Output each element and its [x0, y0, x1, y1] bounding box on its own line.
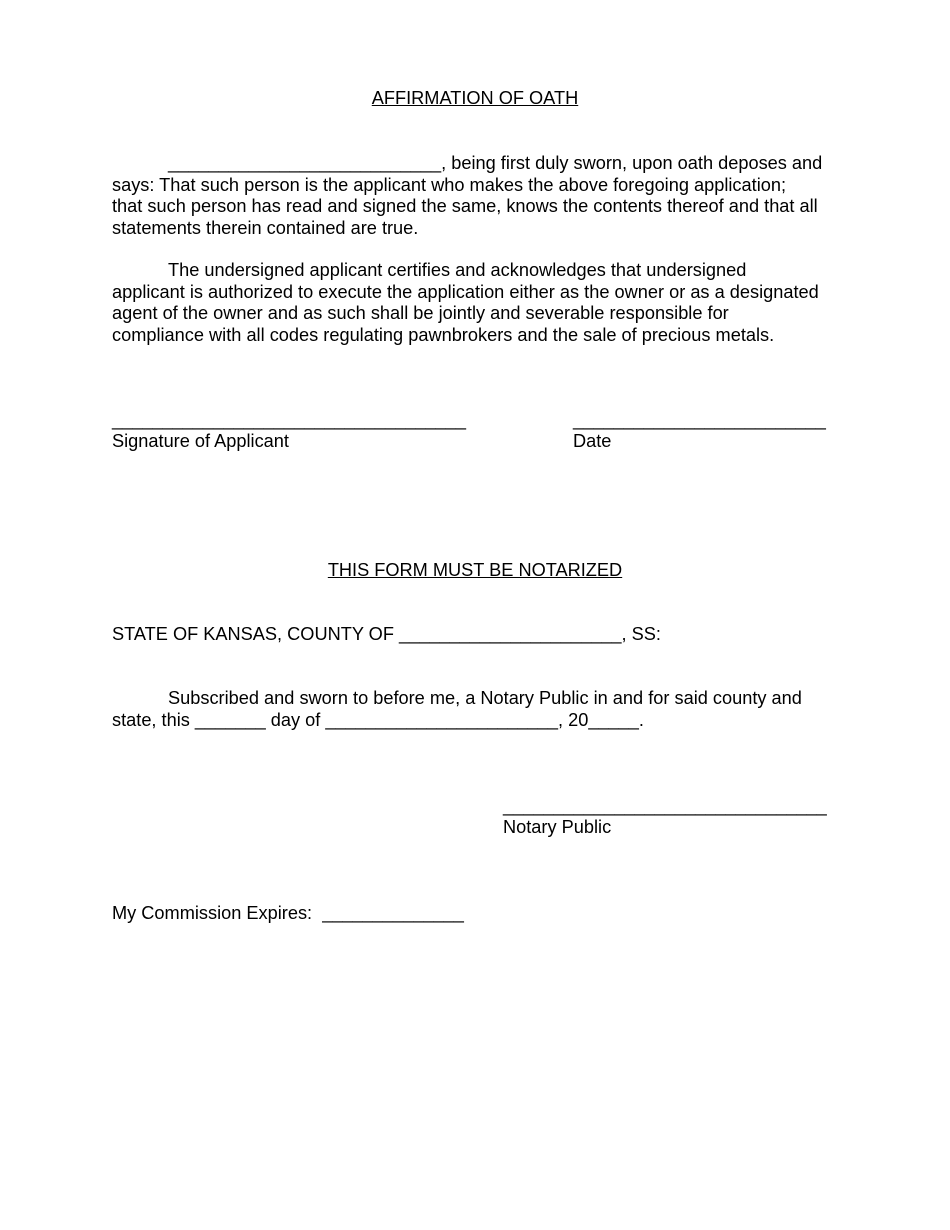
subscribed-line-1-text: Subscribed and sworn to before me, a Notary Public in and for said county and [168, 688, 802, 708]
state-county-line: STATE OF KANSAS, COUNTY OF ______________________, SS: [112, 624, 661, 644]
document-title: AFFIRMATION OF OATH [371, 88, 579, 108]
notary-public-label: Notary Public [503, 817, 612, 837]
subscribed-paragraph [112, 688, 840, 731]
date-label: Date [573, 431, 612, 451]
subscribed-line-1 [112, 688, 840, 710]
commission-expires-line: My Commission Expires: ______________ [112, 903, 464, 923]
applicant-signature-label: Signature of Applicant [112, 431, 289, 451]
applicant-signature-line: ___________________________________ [112, 410, 467, 430]
certification-line-4: compliance with all codes regulating pawnbrokers and the sale of precious metals. [112, 324, 775, 345]
subscribed-line-2: state, this _______ day of _______________________, 20_____. [112, 709, 644, 730]
certification-paragraph [112, 260, 840, 346]
oath-line-1-text: ___________________________, being first duly sworn, upon oath deposes and [168, 153, 823, 173]
certification-line-2: applicant is authorized to execute the application either as the owner or as a designated [112, 281, 819, 302]
oath-paragraph [112, 153, 840, 239]
certification-line-3: agent of the owner and as such shall be jointly and severable responsible for [112, 303, 729, 323]
date-line: _________________________ [573, 410, 826, 430]
certification-line-1 [112, 260, 840, 282]
oath-line-2: says: That such person is the applicant who makes the above foregoing application; [112, 174, 787, 195]
oath-line-3: that such person has read and signed the same, knows the contents thereof and that all [112, 196, 818, 216]
certification-line-1-text: The undersigned applicant certifies and acknowledges that undersigned [168, 260, 747, 280]
notarized-heading: THIS FORM MUST BE NOTARIZED [327, 560, 623, 580]
oath-line-1 [112, 153, 840, 175]
oath-line-4: statements therein contained are true. [112, 217, 419, 238]
notary-signature-line: ________________________________ [503, 796, 827, 816]
